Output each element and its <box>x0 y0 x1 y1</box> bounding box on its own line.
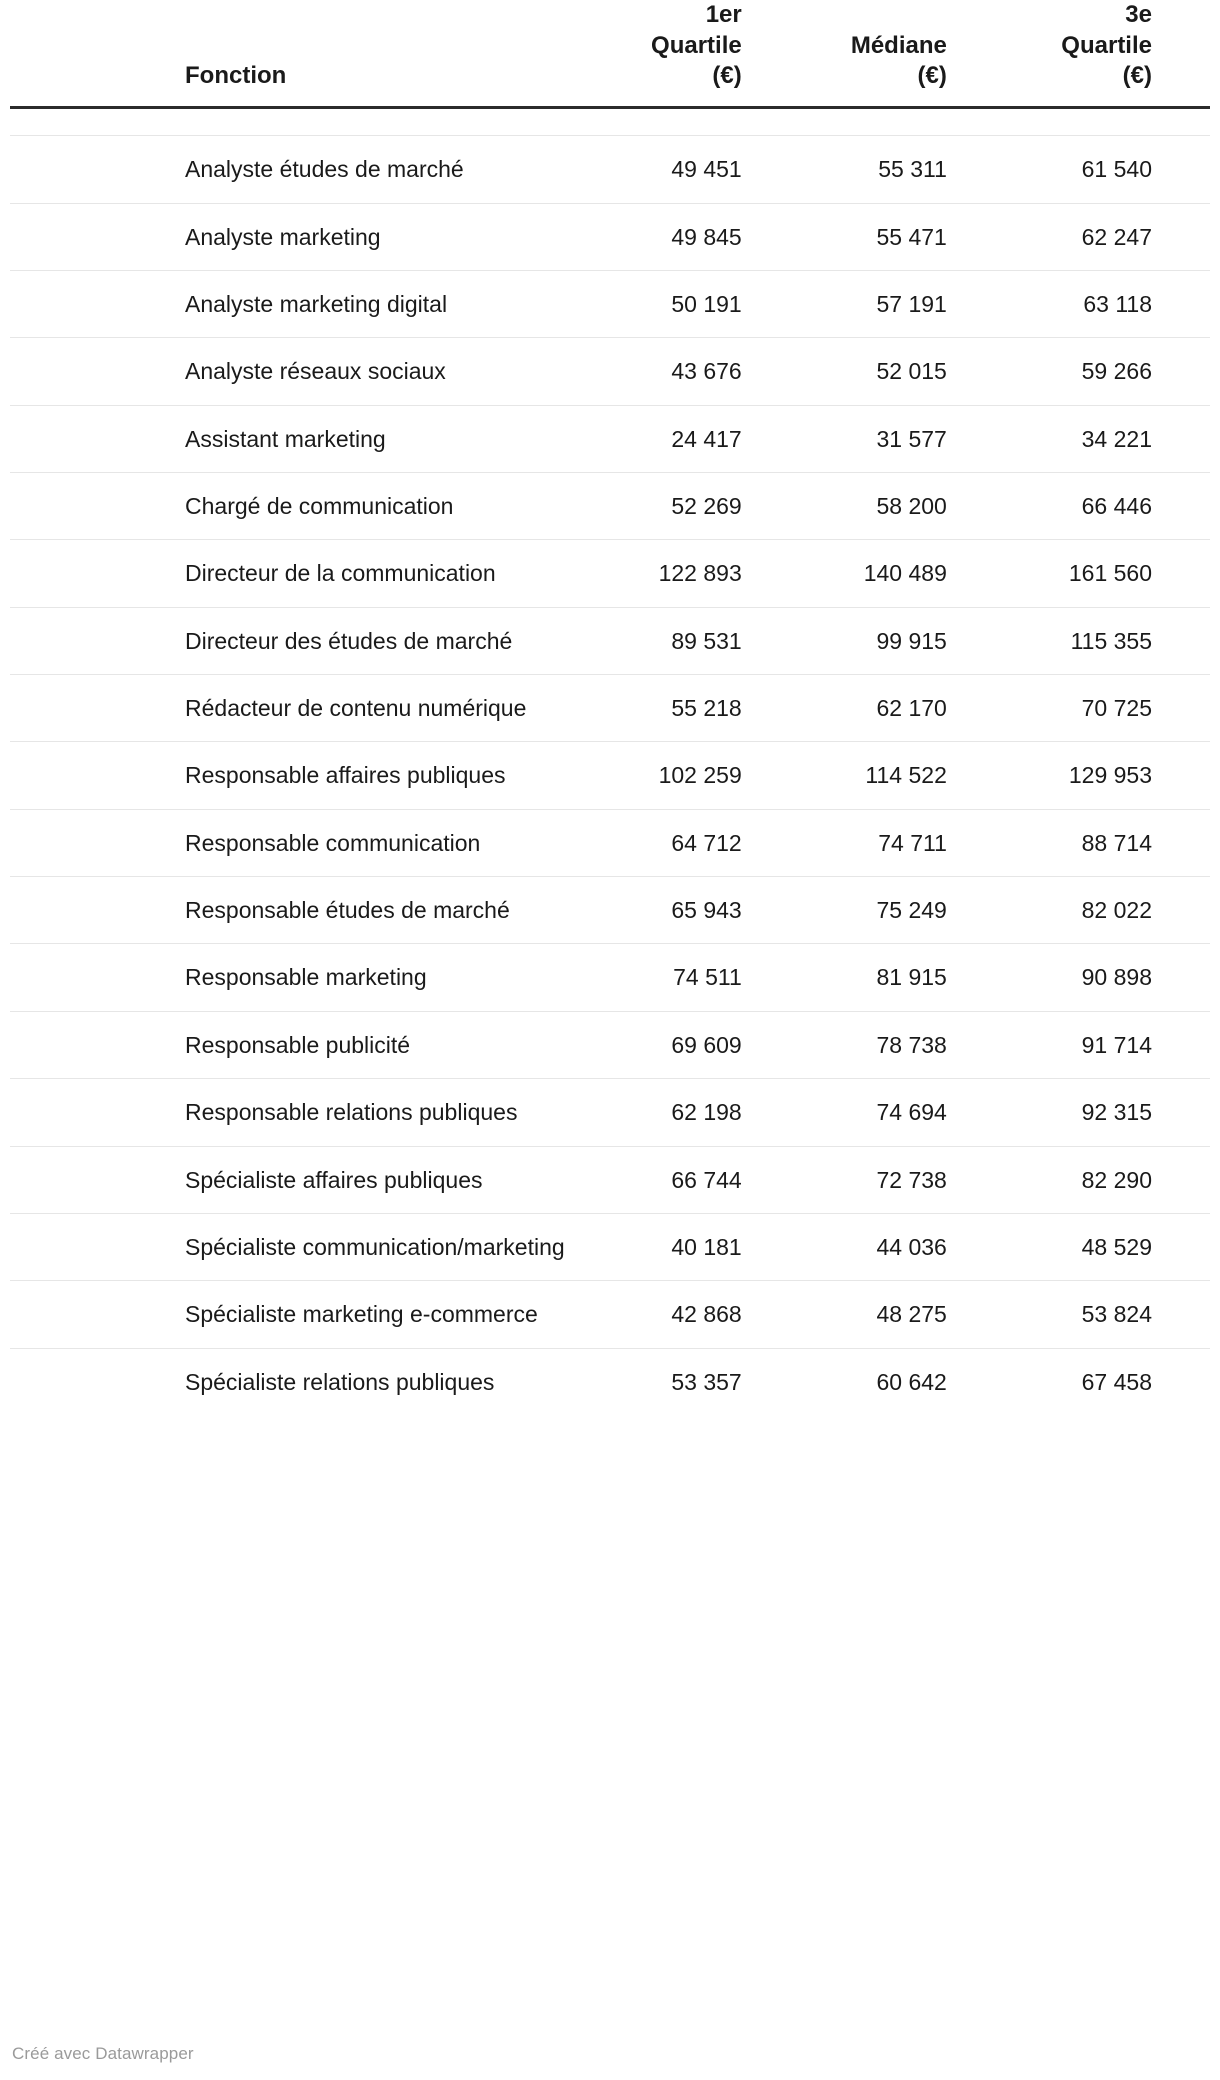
cell-mediane: 62 170 <box>800 675 1005 742</box>
cell-fonction: Analyste marketing digital <box>10 270 595 337</box>
cell-q1: 53 357 <box>671 1368 742 1395</box>
cell-mediane: 60 642 <box>876 1368 947 1395</box>
table-row <box>10 1146 1210 1213</box>
cell-fonction: Spécialiste marketing e-commerce <box>10 1281 595 1348</box>
cell-fonction: Responsable publicité <box>10 1011 595 1078</box>
table-row <box>10 742 1210 809</box>
cell-mediane: 58 200 <box>800 472 1005 539</box>
cell-q3: 61 540 <box>1005 136 1210 203</box>
cell-mediane: 81 915 <box>800 944 1005 1011</box>
cell-mediane: 78 738 <box>800 1011 1005 1078</box>
column-header-q3-line3: (€) <box>1122 62 1152 90</box>
table-row <box>10 607 1210 674</box>
cell-q1: 69 609 <box>595 1011 800 1078</box>
cell-q3: 90 898 <box>1005 944 1210 1011</box>
table-body <box>10 108 1210 1415</box>
column-header-mediane[interactable] <box>800 0 1005 108</box>
table-row <box>10 944 1210 1011</box>
table-row <box>10 809 1210 876</box>
cell-q1: 62 198 <box>595 1079 800 1146</box>
cell-q3: 67 458 <box>1081 1368 1152 1395</box>
cell-fonction: Analyste études de marché <box>10 136 595 203</box>
column-header-q3-line1: 3e <box>1125 1 1152 28</box>
cell-fonction: Responsable communication <box>10 809 595 876</box>
table-row <box>10 1079 1210 1146</box>
cell-mediane: 72 738 <box>800 1146 1005 1213</box>
cell-fonction: Responsable études de marché <box>10 877 595 944</box>
table-header <box>10 0 1210 108</box>
cell-q1: 43 676 <box>595 338 800 405</box>
column-header-q1-line1: 1er <box>705 1 742 28</box>
cell-q3: 48 529 <box>1005 1213 1210 1280</box>
cell-q3: 62 247 <box>1005 203 1210 270</box>
table-row <box>10 1011 1210 1078</box>
cell-mediane: 140 489 <box>800 540 1005 607</box>
table-row <box>10 203 1210 270</box>
cell-mediane: 74 711 <box>800 809 1005 876</box>
column-header-q1-line2: Quartile <box>651 31 742 59</box>
column-header-mediane-line3: (€) <box>917 62 947 90</box>
column-header-fonction[interactable] <box>10 0 595 108</box>
column-header-mediane-line2: Médiane <box>850 31 947 59</box>
table-row <box>10 338 1210 405</box>
cell-q1: 24 417 <box>595 405 800 472</box>
cell-mediane: 75 249 <box>800 877 1005 944</box>
cell-q1: 50 191 <box>595 270 800 337</box>
cell-mediane: 31 577 <box>800 405 1005 472</box>
cell-mediane: 44 036 <box>800 1213 1005 1280</box>
cell-q3: 115 355 <box>1005 607 1210 674</box>
cell-fonction: Responsable relations publiques <box>10 1079 595 1146</box>
cell-fonction: Responsable marketing <box>10 944 595 1011</box>
table-row <box>10 1281 1210 1348</box>
cell-q1: 55 218 <box>595 675 800 742</box>
cell-q3: 88 714 <box>1005 809 1210 876</box>
cell-fonction: Spécialiste communication/marketing <box>10 1213 595 1280</box>
cell-q3: 92 315 <box>1005 1079 1210 1146</box>
cell-q3: 34 221 <box>1005 405 1210 472</box>
cell-mediane: 57 191 <box>800 270 1005 337</box>
cell-q3: 63 118 <box>1005 270 1210 337</box>
cell-mediane: 55 311 <box>800 136 1005 203</box>
salary-table <box>10 0 1210 1415</box>
cell-q3: 82 290 <box>1005 1146 1210 1213</box>
table-row <box>10 877 1210 944</box>
column-header-fonction-label: Fonction <box>185 62 287 90</box>
cell-fonction: Chargé de communication <box>10 472 595 539</box>
cell-fonction: Directeur de la communication <box>10 540 595 607</box>
cell-q3: 66 446 <box>1005 472 1210 539</box>
cell-fonction: Responsable affaires publiques <box>10 742 595 809</box>
cell-mediane: 74 694 <box>800 1079 1005 1146</box>
cell-q1: 74 511 <box>595 944 800 1011</box>
cell-q3: 91 714 <box>1005 1011 1210 1078</box>
cell-q3: 161 560 <box>1005 540 1210 607</box>
table-row <box>10 472 1210 539</box>
cell-q1: 40 181 <box>595 1213 800 1280</box>
cell-q1: 42 868 <box>595 1281 800 1348</box>
table-spacer-row <box>10 108 1210 136</box>
cell-mediane: 55 471 <box>800 203 1005 270</box>
cell-fonction: Rédacteur de contenu numérique <box>10 675 595 742</box>
cell-q3: 59 266 <box>1005 338 1210 405</box>
column-header-q1-line3: (€) <box>712 62 742 90</box>
column-header-q1[interactable] <box>595 0 800 108</box>
cell-fonction: Analyste marketing <box>10 203 595 270</box>
cell-q1: 64 712 <box>595 809 800 876</box>
table-row <box>10 1213 1210 1280</box>
table-row <box>10 136 1210 203</box>
table-row <box>10 540 1210 607</box>
cell-fonction: Spécialiste affaires publiques <box>10 1146 595 1213</box>
column-header-q3[interactable] <box>1005 0 1210 108</box>
cell-q3: 53 824 <box>1005 1281 1210 1348</box>
cell-fonction: Assistant marketing <box>10 405 595 472</box>
cell-q1: 89 531 <box>595 607 800 674</box>
cell-q1: 52 269 <box>595 472 800 539</box>
cell-mediane: 99 915 <box>800 607 1005 674</box>
cell-q1: 66 744 <box>595 1146 800 1213</box>
cell-mediane: 52 015 <box>800 338 1005 405</box>
column-header-q3-line2: Quartile <box>1061 31 1152 59</box>
cell-q3: 70 725 <box>1005 675 1210 742</box>
cell-fonction: Analyste réseaux sociaux <box>10 338 595 405</box>
cell-q1: 49 451 <box>595 136 800 203</box>
table-row <box>10 1348 1210 1415</box>
table-row <box>10 675 1210 742</box>
cell-mediane: 48 275 <box>800 1281 1005 1348</box>
table-row <box>10 270 1210 337</box>
cell-fonction: Directeur des études de marché <box>10 607 595 674</box>
cell-q1: 49 845 <box>595 203 800 270</box>
datawrapper-credit[interactable]: Créé avec Datawrapper <box>12 2044 194 2063</box>
cell-q3: 82 022 <box>1005 877 1210 944</box>
cell-q1: 65 943 <box>595 877 800 944</box>
cell-q1: 102 259 <box>595 742 800 809</box>
table-row <box>10 405 1210 472</box>
cell-q3: 129 953 <box>1005 742 1210 809</box>
cell-q1: 122 893 <box>595 540 800 607</box>
cell-fonction: Spécialiste relations publiques <box>185 1368 495 1395</box>
cell-mediane: 114 522 <box>800 742 1005 809</box>
